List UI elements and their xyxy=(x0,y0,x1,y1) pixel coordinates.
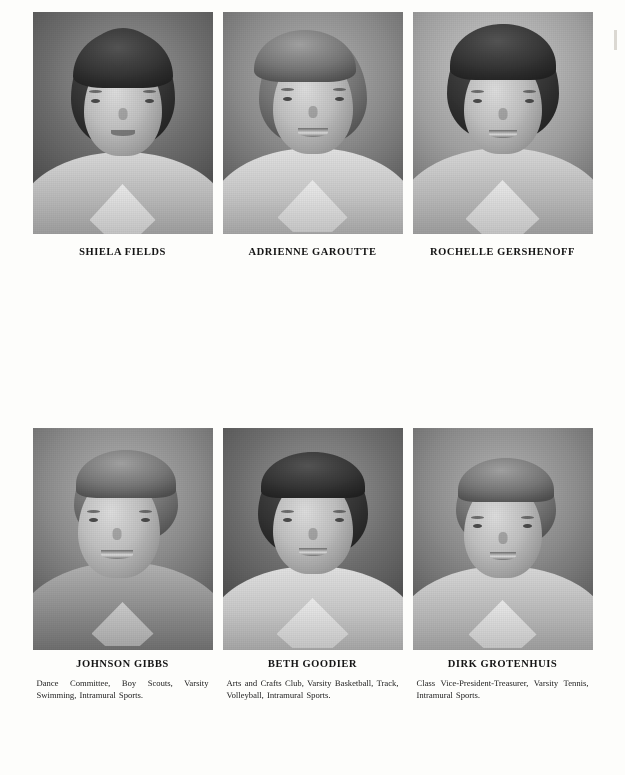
portrait-photo xyxy=(413,428,593,650)
student-name: JOHNSON GIBBS xyxy=(76,659,169,670)
portrait-photo xyxy=(413,12,593,234)
student-name: DIRK GROTENHUIS xyxy=(447,659,558,670)
portrait-photo xyxy=(33,428,213,650)
student-activities: Arts and Crafts Club, Varsity Basketball, Track, Volleyball, Intramural Sports. xyxy=(226,678,399,701)
student-name: BETH GOODIER xyxy=(267,659,358,670)
student-entry xyxy=(413,428,593,702)
student-entry xyxy=(33,12,213,258)
student-entry xyxy=(223,428,403,702)
portrait-row-top xyxy=(0,12,625,258)
student-name: ROCHELLE GERSHENOFF xyxy=(430,247,575,258)
portrait-row-bottom xyxy=(0,428,625,702)
student-name: SHIELA FIELDS xyxy=(79,247,166,258)
student-entry xyxy=(413,12,593,258)
portrait-photo xyxy=(223,428,403,650)
student-entry xyxy=(33,428,213,702)
student-name: ADRIENNE GAROUTTE xyxy=(248,247,377,258)
student-entry xyxy=(223,12,403,258)
student-activities: Class Vice-President-Treasurer, Varsity Tennis, Intramural Sports. xyxy=(416,678,589,701)
portrait-photo xyxy=(223,12,403,234)
student-activities: Dance Committee, Boy Scouts, Varsity Swimming, Intramural Sports. xyxy=(36,678,209,701)
portrait-photo xyxy=(33,12,213,234)
